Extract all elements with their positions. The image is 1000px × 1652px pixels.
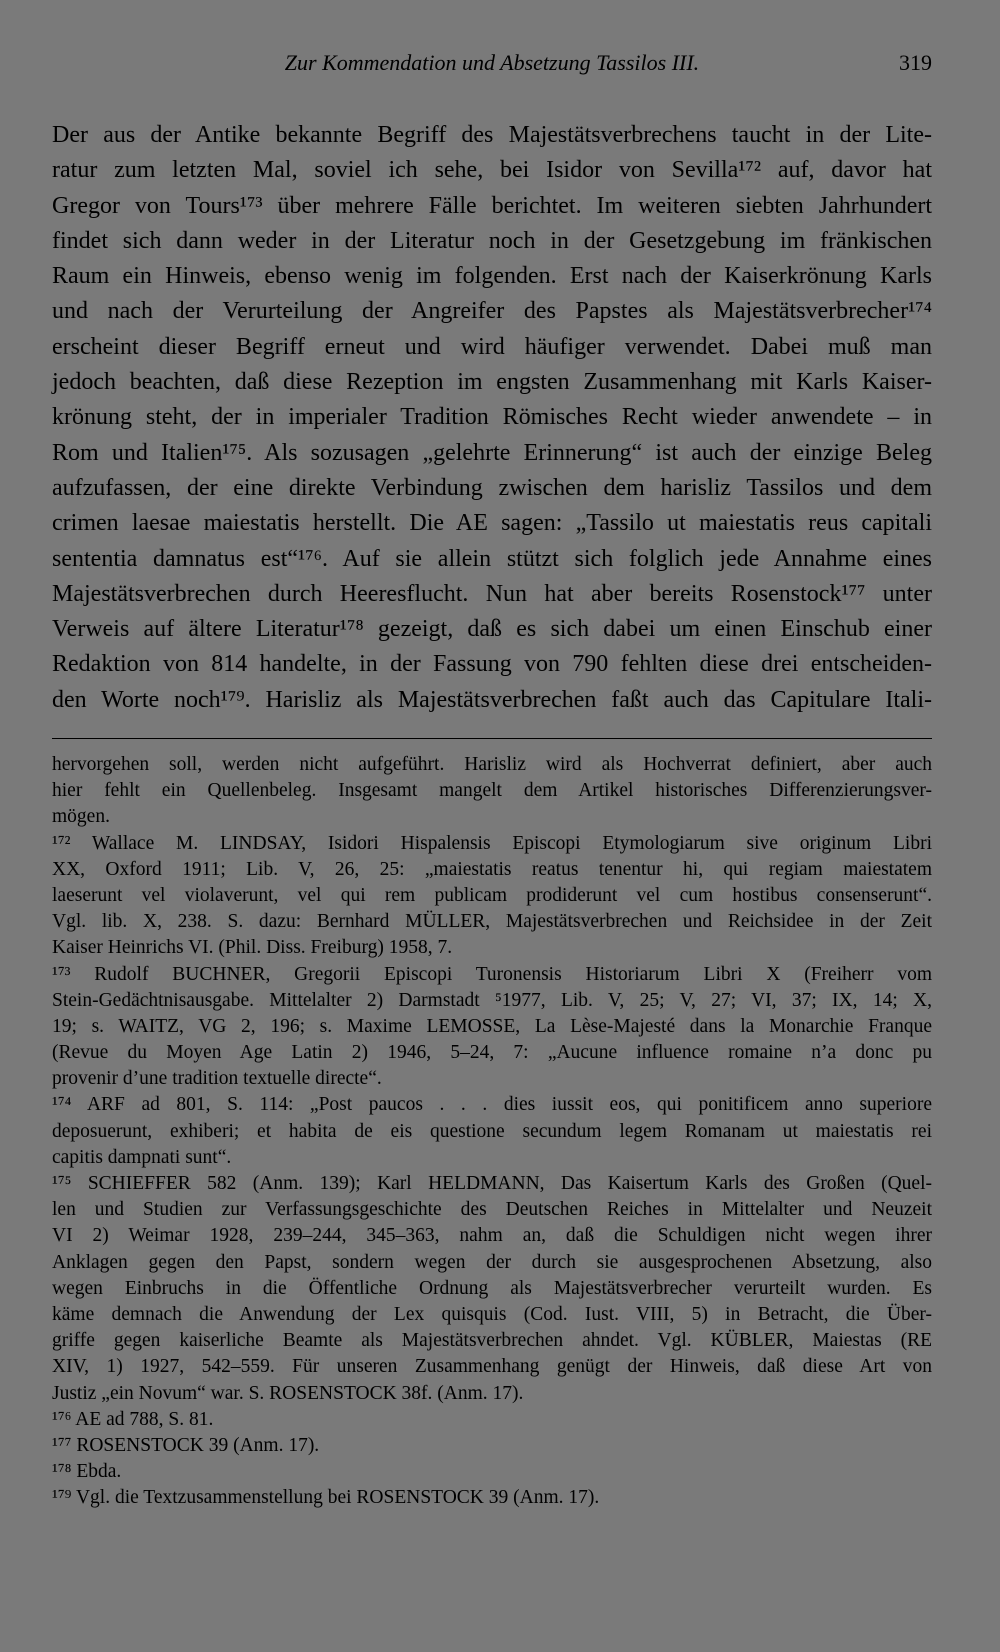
body-line: aufzufassen, der eine direkte Verbindung zwischen dem harisliz Tassilos und dem [52,474,932,501]
body-line: findet sich dann weder in der Literatur noch in der Gesetzgebung im fränkischen [52,227,932,254]
footnote-line: mögen. [52,806,110,828]
footnote-line: provenir d’une tradition textuelle directe“. [52,1068,382,1090]
main-text [52,118,932,718]
body-line: Gregor von Tours¹⁷³ über mehrere Fälle berichtet. Im weiteren siebten Jahrhundert [52,192,932,219]
body-line: Majestätsverbrechen durch Heeresflucht. Nun hat aber bereits Rosenstock¹⁷⁷ unter [52,580,932,607]
body-line: Der aus der Antike bekannte Begriff des Majestätsverbrechens taucht in der Lite- [52,122,932,148]
footnote-178: ¹⁷⁸ Ebda. [52,1461,122,1483]
footnote-173: ¹⁷³ Rudolf BUCHNER, Gregorii Episcopi Turonensis Historiarum Libri X (Freiherr vom [52,963,932,985]
running-title: Zur Kommendation und Absetzung Tassilos III. [284,50,700,75]
footnote-line: Anklagen gegen den Papst, sondern wegen der durch sie ausgesprochenen Absetzung, also [52,1251,932,1273]
footnote-line: VI 2) Weimar 1928, 239–244, 345–363, nahm an, daß die Schuldigen nicht wegen ihrer [52,1225,932,1247]
body-line: Raum ein Hinweis, ebenso wenig im folgenden. Erst nach der Kaiserkrönung Karls [52,263,932,290]
footnote-177: ¹⁷⁷ ROSENSTOCK 39 (Anm. 17). [52,1434,320,1456]
body-line: sententia damnatus est“¹⁷⁶. Auf sie allein stützt sich folglich jede Annahme eines [52,545,932,572]
footnote-line: hervorgehen soll, werden nicht aufgeführt. Harisliz wird als Hochverrat definiert, aber auch [52,754,932,775]
footnote-174: ¹⁷⁴ ARF ad 801, S. 114: „Post paucos . . . dies iussit eos, qui ponitificem anno superiore [52,1094,932,1116]
footnote-line: käme demnach die Anwendung der Lex quisquis (Cod. Iust. VIII, 5) in Betracht, die Über- [52,1303,932,1325]
footnote-179: ¹⁷⁹ Vgl. die Textzusammenstellung bei ROSENSTOCK 39 (Anm. 17). [52,1487,600,1509]
footnote-line: laeserunt vel violaverunt, vel qui rem publicam prodiderunt vel cum hostibus consenserunt“. [52,884,932,906]
page-number: 319 [899,50,932,75]
body-line: krönung steht, der in imperialer Tradition Römisches Recht wieder anwendete – in [52,404,932,431]
footnote-line: XIV, 1) 1927, 542–559. Für unseren Zusammenhang genügt der Hinweis, daß diese Art von [52,1356,932,1378]
body-line: Redaktion von 814 handelte, in der Fassung von 790 fehlten diese drei entscheiden- [52,651,932,678]
footnote-172: ¹⁷² Wallace M. LINDSAY, Isidori Hispalensis Episcopi Etymologiarum sive originum Libri [52,832,932,854]
body-line: jedoch beachten, daß diese Rezeption im engsten Zusammenhang mit Karls Kaiser- [52,369,932,396]
body-line: ratur zum letzten Mal, soviel ich sehe, bei Isidor von Sevilla¹⁷² auf, davor hat [52,157,932,184]
footnote-line: griffe gegen kaiserliche Beamte als Majestätsverbrechen ahndet. Vgl. KÜBLER, Maiestas (RE [52,1330,932,1352]
footnote-line: capitis dampnati sunt“. [52,1146,232,1168]
footnote-separator [52,738,932,739]
footnote-line: Vgl. lib. X, 238. S. dazu: Bernhard MÜLLER, Majestätsverbrechen und Reichsidee in der Zeit [52,911,932,933]
body-line: Verweis auf ältere Literatur¹⁷⁸ gezeigt, daß es sich dabei um einen Einschub einer [52,616,932,643]
footnote-line: (Revue du Moyen Age Latin 2) 1946, 5–24, 7: „Aucune influence romaine n’a donc pu [52,1042,932,1064]
body-line: crimen laesae maiestatis herstellt. Die AE sagen: „Tassilo ut maiestatis reus capitali [52,510,932,537]
footnote-line: wegen Einbruchs in die Öffentliche Ordnung als Majestätsverbrecher verurteilt wurden. Es [52,1277,932,1299]
footnote-line: hier fehlt ein Quellenbeleg. Insgesamt mangelt dem Artikel historisches Differenzierungsver- [52,780,932,802]
footnote-176: ¹⁷⁶ AE ad 788, S. 81. [52,1408,214,1430]
footnote-line: XX, Oxford 1911; Lib. V, 26, 25: „maiestatis reatus tenentur hi, qui regiam maiestatem [52,858,932,880]
footnote-line: Stein-Gedächtnisausgabe. Mittelalter 2) Darmstadt ⁵1977, Lib. V, 25; V, 27; VI, 37; IX, 14; X, [52,989,932,1011]
footnotes [52,752,932,1511]
footnote-line: len und Studien zur Verfassungsgeschichte des Deutschen Reiches in Mittelalter und Neuzeit [52,1199,932,1221]
body-line: Rom und Italien¹⁷⁵. Als sozusagen „gelehrte Erinnerung“ ist auch der einzige Beleg [52,439,932,466]
footnote-line: 19; s. WAITZ, VG 2, 196; s. Maxime LEMOSSE, La Lèse-Majesté dans la Monarchie Franque [52,1015,932,1037]
body-line: erscheint dieser Begriff erneut und wird häufiger verwendet. Dabei muß man [52,333,932,360]
footnote-line: Kaiser Heinrichs VI. (Phil. Diss. Freiburg) 1958, 7. [52,937,453,959]
footnote-line: Justiz „ein Novum“ war. S. ROSENSTOCK 38f. (Anm. 17). [52,1382,524,1404]
body-line: den Worte noch¹⁷⁹. Harisliz als Majestätsverbrechen faßt auch das Capitulare Itali- [52,686,932,713]
footnote-line: deposuerunt, exhiberi; et habita de eis questione secundum legem Romanam ut maiestatis rei [52,1120,932,1142]
page-header [52,50,932,84]
body-line: und nach der Verurteilung der Angreifer des Papstes als Majestätsverbrecher¹⁷⁴ [52,298,932,325]
footnote-175: ¹⁷⁵ SCHIEFFER 582 (Anm. 139); Karl HELDMANN, Das Kaisertum Karls des Großen (Quel- [52,1173,932,1194]
